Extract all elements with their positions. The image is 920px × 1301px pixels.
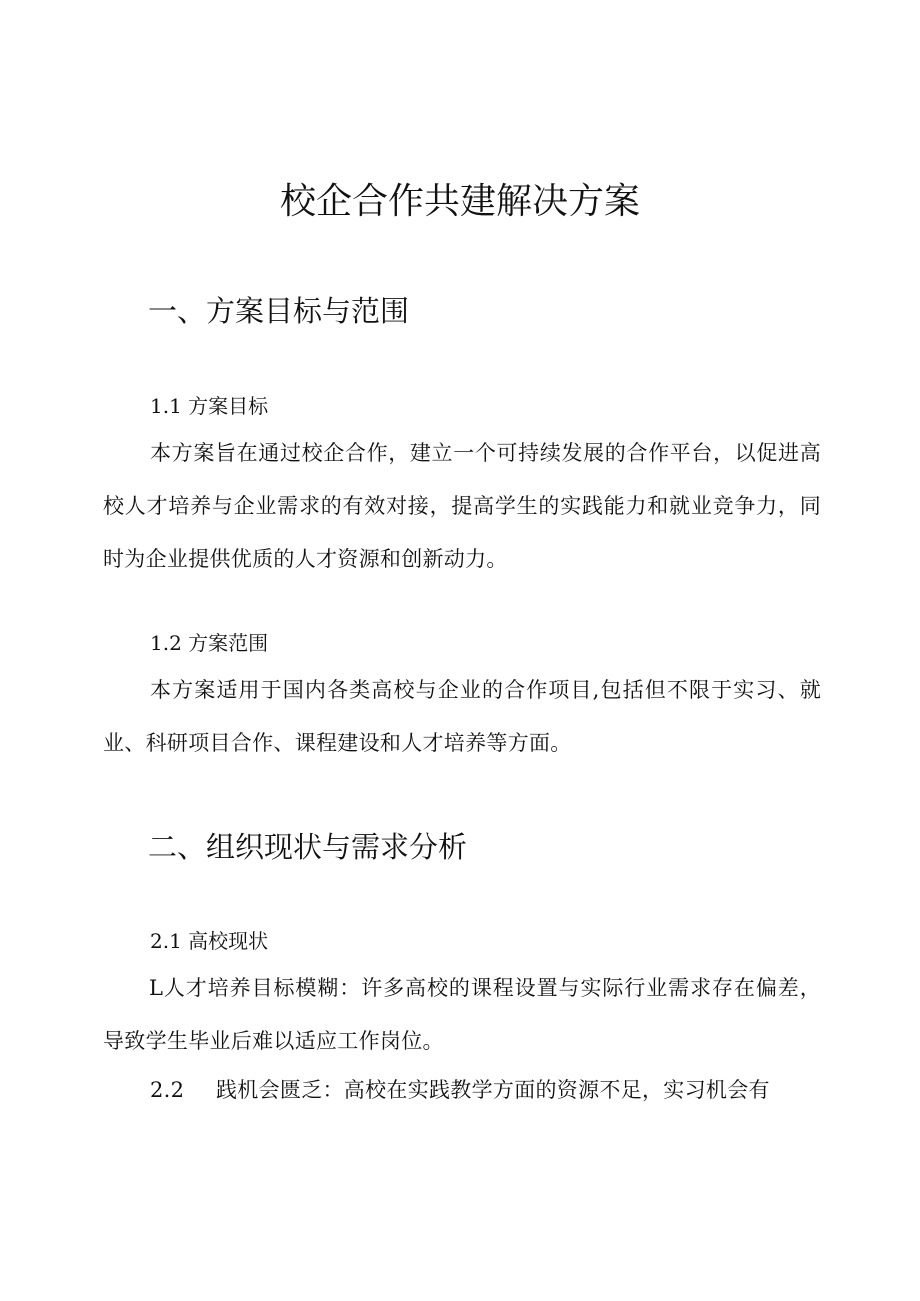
paragraph-1-2: 本方案适用于国内各类高校与企业的合作项目,包括但不限于实习、就业、科研项目合作、课程建设和人才培养等方面。 [103, 678, 821, 755]
list-item-text: 践机会匮乏：高校在实践教学方面的资源不足，实习机会有 [216, 1078, 770, 1102]
subsection-heading-2-1: 2.1 高校现状 [150, 929, 269, 953]
paragraph-1-1: 本方案旨在通过校企合作，建立一个可持续发展的合作平台，以促进高校人才培养与企业需求的有效对接，提高学生的实践能力和就业竞争力，同时为企业提供优质的人才资源和创新动力。 [103, 441, 821, 571]
subsection-heading-1-1: 1.1 方案目标 [150, 394, 269, 418]
section-heading-2: 二、组织现状与需求分析 [148, 830, 468, 864]
subsection-heading-1-2: 1.2 方案范围 [150, 631, 269, 655]
list-item-number: 2.2 [150, 1078, 185, 1102]
paragraph-2-1: L人才培养目标模糊：许多高校的课程设置与实际行业需求存在偏差，导致学生毕业后难以适应工作岗位。 [103, 976, 821, 1053]
list-item-2-2 [150, 1064, 770, 1117]
document-title: 校企合作共建解决方案 [279, 181, 640, 222]
section-heading-1: 一、方案目标与范围 [148, 294, 410, 328]
